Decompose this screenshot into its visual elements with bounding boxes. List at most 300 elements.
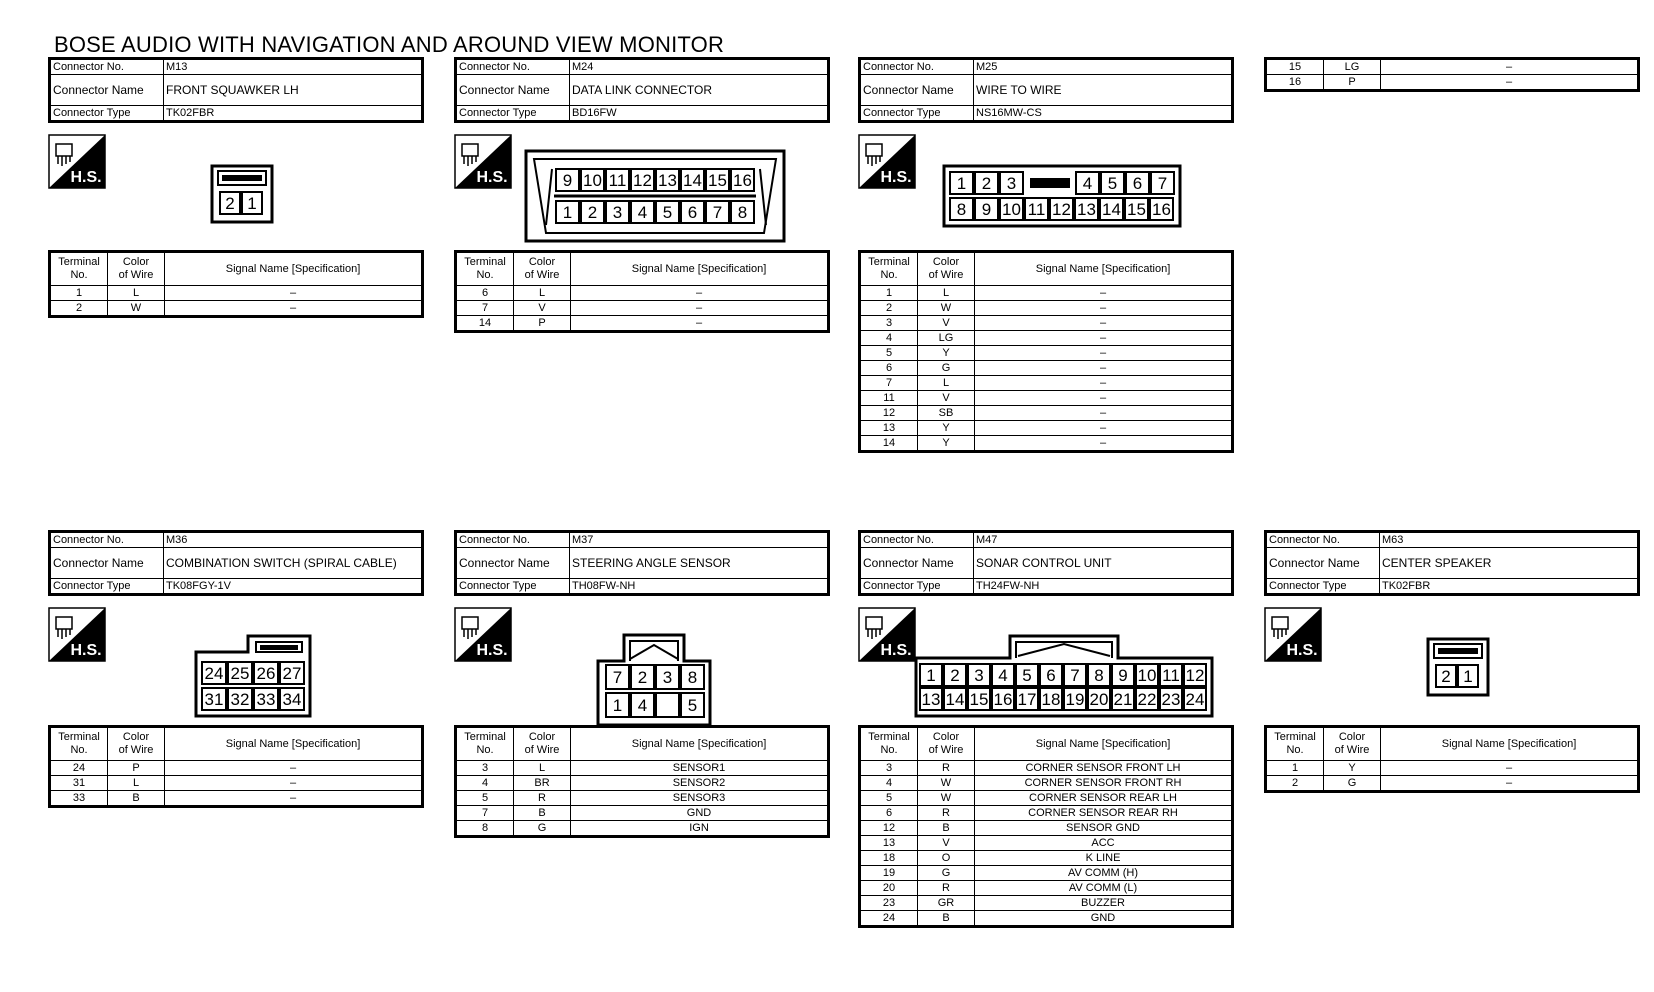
- pin-label: 12: [1052, 200, 1071, 219]
- connector-block-m25: [858, 57, 1234, 474]
- pin-label: 1: [926, 666, 936, 685]
- hs-label: H.S.: [70, 169, 102, 186]
- signal-name: SENSOR GND: [975, 821, 1233, 836]
- pin-label: 1: [956, 174, 967, 193]
- signal-name: –: [165, 776, 423, 791]
- pin-label: 5: [687, 696, 698, 715]
- pin-label: 15: [969, 690, 989, 709]
- pin-label: 13: [658, 171, 677, 190]
- connector-no-label: Connector No.: [456, 59, 570, 75]
- signal-name: SENSOR3: [571, 791, 829, 806]
- connector-info-table: [48, 530, 424, 596]
- connector-name-label: Connector Name: [50, 548, 164, 579]
- wire-color: G: [918, 866, 975, 881]
- pin-label: 16: [993, 690, 1013, 709]
- color-of-wire-header: Color of Wire: [108, 252, 165, 286]
- signal-name-header: Signal Name [Specification]: [571, 252, 829, 286]
- wire-color: W: [918, 791, 975, 806]
- table-row: [50, 776, 423, 791]
- signal-name: CORNER SENSOR REAR LH: [975, 791, 1233, 806]
- signal-name: –: [975, 346, 1233, 361]
- signal-name: GND: [975, 911, 1233, 927]
- connector-info-table: [1264, 530, 1640, 596]
- connector-type-label: Connector Type: [456, 106, 570, 122]
- pin-label: 8: [956, 200, 967, 219]
- wire-color: V: [918, 391, 975, 406]
- pin-label: 3: [974, 666, 984, 685]
- connector-no-label: Connector No.: [50, 59, 164, 75]
- terminal-no: 6: [860, 806, 918, 821]
- table-row: [456, 791, 829, 806]
- terminal-no-header: Terminal No.: [860, 727, 918, 761]
- wire-color: R: [918, 881, 975, 896]
- pin-label: 34: [282, 690, 302, 709]
- wire-color: L: [514, 761, 571, 776]
- connector-info-table: [858, 57, 1234, 123]
- terminal-no: 15: [1266, 59, 1324, 75]
- connector-block-m36: [48, 530, 424, 821]
- pin-label: 2: [950, 666, 960, 685]
- connector-info-table: [858, 530, 1234, 596]
- connector-name-label: Connector Name: [860, 548, 974, 579]
- wire-color: G: [1324, 776, 1381, 792]
- pin-label: 19: [1065, 690, 1085, 709]
- terminal-no-header: Terminal No.: [456, 727, 514, 761]
- harness-side-icon: [48, 134, 106, 189]
- connector-no-value: M63: [1380, 532, 1639, 548]
- table-row: [456, 806, 829, 821]
- connector-no-value: M25: [974, 59, 1233, 75]
- pin-label: 16: [1152, 200, 1171, 219]
- pin-label: 8: [687, 668, 698, 687]
- pin-label: 27: [282, 664, 302, 683]
- terminal-no-header: Terminal No.: [456, 252, 514, 286]
- harness-side-icon: [454, 134, 512, 189]
- hs-label: H.S.: [1286, 642, 1318, 659]
- terminal-no: 19: [860, 866, 918, 881]
- wire-color: LG: [918, 331, 975, 346]
- table-row: [50, 791, 423, 807]
- pin-label: 25: [230, 664, 250, 683]
- terminal-table: [858, 725, 1234, 928]
- pin-label: 11: [1027, 200, 1046, 219]
- table-row: [860, 361, 1233, 376]
- pin-label: 9: [1118, 666, 1128, 685]
- table-row: [860, 761, 1233, 776]
- terminal-no: 3: [860, 761, 918, 776]
- color-of-wire-header: Color of Wire: [918, 252, 975, 286]
- pin-label: 13: [921, 690, 941, 709]
- table-row: [860, 406, 1233, 421]
- table-row: [860, 316, 1233, 331]
- table-row: [456, 761, 829, 776]
- pin-label: 3: [662, 668, 673, 687]
- connector-name-label: Connector Name: [860, 75, 974, 106]
- pin-label: 6: [1132, 174, 1143, 193]
- pin-label: 1: [1463, 667, 1473, 686]
- pin-label: 15: [1127, 200, 1146, 219]
- signal-name: K LINE: [975, 851, 1233, 866]
- terminal-no: 14: [860, 436, 918, 452]
- signal-name: BUZZER: [975, 896, 1233, 911]
- table-row: [860, 851, 1233, 866]
- signal-name: –: [975, 331, 1233, 346]
- connector-block-m13: [48, 57, 424, 330]
- pin-label: 14: [945, 690, 965, 709]
- table-row: [860, 776, 1233, 791]
- signal-name: –: [975, 406, 1233, 421]
- signal-name: SENSOR1: [571, 761, 829, 776]
- connector-no-label: Connector No.: [860, 59, 974, 75]
- signal-name: –: [571, 301, 829, 316]
- connector-type-label: Connector Type: [50, 106, 164, 122]
- terminal-no: 3: [860, 316, 918, 331]
- wire-color: L: [918, 376, 975, 391]
- connector-type-label: Connector Type: [1266, 579, 1380, 595]
- terminal-table: [858, 250, 1234, 453]
- pin-label: 32: [230, 690, 250, 709]
- connector-no-value: M36: [164, 532, 423, 548]
- connector-type-label: Connector Type: [456, 579, 570, 595]
- table-row: [860, 286, 1233, 301]
- table-row: [50, 761, 423, 776]
- table-row: [860, 791, 1233, 806]
- pin-label: 24: [204, 664, 224, 683]
- signal-name: –: [975, 361, 1233, 376]
- pin-label: 11: [608, 171, 627, 190]
- connector-type-value: TH24FW-NH: [974, 579, 1233, 595]
- connector-face: [210, 164, 274, 224]
- terminal-no: 4: [860, 331, 918, 346]
- connector-type-value: NS16MW-CS: [974, 106, 1233, 122]
- signal-name-header: Signal Name [Specification]: [975, 727, 1233, 761]
- wire-color: B: [514, 806, 571, 821]
- pin-label: 4: [998, 666, 1008, 685]
- wire-color: L: [514, 286, 571, 301]
- color-of-wire-header: Color of Wire: [514, 252, 571, 286]
- pin-label: 2: [1441, 667, 1451, 686]
- terminal-no: 31: [50, 776, 108, 791]
- wire-color: G: [918, 361, 975, 376]
- wire-color: R: [918, 806, 975, 821]
- connector-no-label: Connector No.: [456, 532, 570, 548]
- pin-label: 2: [587, 203, 598, 222]
- signal-name: –: [1381, 75, 1639, 91]
- signal-name: IGN: [571, 821, 829, 837]
- wire-color: O: [918, 851, 975, 866]
- pin-label: 31: [204, 690, 224, 709]
- table-row: [860, 376, 1233, 391]
- pin-label: 4: [637, 203, 648, 222]
- terminal-no: 5: [456, 791, 514, 806]
- table-row: [456, 301, 829, 316]
- signal-name-header: Signal Name [Specification]: [165, 252, 423, 286]
- connector-face: [596, 633, 712, 727]
- table-row: [860, 836, 1233, 851]
- pin-label: 2: [637, 668, 648, 687]
- table-row: [860, 331, 1233, 346]
- connector-type-value: BD16FW: [570, 106, 829, 122]
- wire-color: GR: [918, 896, 975, 911]
- pin-label: 10: [1002, 200, 1021, 219]
- terminal-no: 14: [456, 316, 514, 332]
- terminal-no: 2: [1266, 776, 1324, 792]
- signal-name: –: [1381, 776, 1639, 792]
- terminal-no: 8: [456, 821, 514, 837]
- harness-side-icon: [858, 134, 916, 189]
- terminal-no: 2: [50, 301, 108, 317]
- signal-name: CORNER SENSOR FRONT RH: [975, 776, 1233, 791]
- signal-name: –: [165, 301, 423, 317]
- terminal-no: 7: [456, 806, 514, 821]
- connector-name-label: Connector Name: [1266, 548, 1380, 579]
- pin-label: 4: [637, 696, 648, 715]
- table-row: [860, 391, 1233, 406]
- signal-name-header: Signal Name [Specification]: [165, 727, 423, 761]
- pin-label: 7: [712, 203, 723, 222]
- wire-color: V: [918, 316, 975, 331]
- wire-color: G: [514, 821, 571, 837]
- terminal-no: 4: [860, 776, 918, 791]
- table-row: [50, 301, 423, 317]
- table-row: [1266, 776, 1639, 792]
- signal-name: –: [165, 761, 423, 776]
- pin-label: 14: [683, 171, 702, 190]
- pin-label: 26: [256, 664, 276, 683]
- table-row: [456, 286, 829, 301]
- terminal-table: [48, 250, 424, 318]
- table-row: [860, 881, 1233, 896]
- pin-label: 10: [583, 171, 602, 190]
- connector-block-m47: [858, 530, 1234, 949]
- terminal-no: 5: [860, 791, 918, 806]
- pin-label: 3: [1006, 174, 1017, 193]
- hs-label: H.S.: [476, 169, 508, 186]
- signal-name: ACC: [975, 836, 1233, 851]
- connector-name-value: WIRE TO WIRE: [974, 75, 1233, 106]
- wire-color: W: [918, 301, 975, 316]
- connector-name-label: Connector Name: [50, 75, 164, 106]
- table-row: [860, 896, 1233, 911]
- signal-name: –: [975, 301, 1233, 316]
- table-row: [860, 421, 1233, 436]
- connector-no-value: M24: [570, 59, 829, 75]
- connector-info-table: [454, 530, 830, 596]
- pin-label: 17: [1017, 690, 1037, 709]
- pin-label: 24: [1185, 690, 1205, 709]
- terminal-no-header: Terminal No.: [860, 252, 918, 286]
- connector-name-value: FRONT SQUAWKER LH: [164, 75, 423, 106]
- hs-label: H.S.: [880, 169, 912, 186]
- wire-color: LG: [1324, 59, 1381, 75]
- wire-color: B: [918, 821, 975, 836]
- color-of-wire-header: Color of Wire: [514, 727, 571, 761]
- table-row: [456, 776, 829, 791]
- pin-label: 8: [737, 203, 748, 222]
- connector-face: [942, 164, 1182, 228]
- table-row: [456, 821, 829, 837]
- pin-label: 11: [1162, 666, 1180, 685]
- connector-face: [1426, 637, 1490, 697]
- connector-face: [524, 149, 786, 243]
- harness-side-icon: [858, 607, 916, 662]
- connector-type-label: Connector Type: [50, 579, 164, 595]
- terminal-no: 13: [860, 421, 918, 436]
- pin-label: 7: [1070, 666, 1080, 685]
- connector-face: [194, 634, 312, 718]
- signal-name: SENSOR2: [571, 776, 829, 791]
- table-row: [860, 436, 1233, 452]
- terminal-no: 6: [860, 361, 918, 376]
- connector-name-value: COMBINATION SWITCH (SPIRAL CABLE): [164, 548, 423, 579]
- pin-label: 9: [562, 171, 573, 190]
- terminal-no: 1: [860, 286, 918, 301]
- connector-type-value: TK02FBR: [164, 106, 423, 122]
- pin-label: 1: [612, 696, 623, 715]
- signal-name: –: [975, 286, 1233, 301]
- wire-color: SB: [918, 406, 975, 421]
- pin-label: 22: [1137, 690, 1157, 709]
- table-row: [860, 821, 1233, 836]
- pin-label: 33: [256, 690, 276, 709]
- signal-name: CORNER SENSOR FRONT LH: [975, 761, 1233, 776]
- wire-color: Y: [918, 421, 975, 436]
- pin-label: 3: [612, 203, 623, 222]
- terminal-no: 7: [860, 376, 918, 391]
- signal-name: CORNER SENSOR REAR RH: [975, 806, 1233, 821]
- pin-label: 10: [1137, 666, 1157, 685]
- table-row: [860, 346, 1233, 361]
- color-of-wire-header: Color of Wire: [1324, 727, 1381, 761]
- pin-label: 12: [1185, 666, 1205, 685]
- wire-color: L: [108, 776, 165, 791]
- connector-no-value: M13: [164, 59, 423, 75]
- connector-name-value: SONAR CONTROL UNIT: [974, 548, 1233, 579]
- signal-name-header: Signal Name [Specification]: [1381, 727, 1639, 761]
- pin-label: 12: [633, 171, 652, 190]
- pin-label: 4: [1082, 174, 1093, 193]
- wire-color: B: [918, 911, 975, 927]
- connector-type-label: Connector Type: [860, 579, 974, 595]
- signal-name: –: [571, 316, 829, 332]
- connector-type-label: Connector Type: [860, 106, 974, 122]
- pin-label: 7: [1157, 174, 1168, 193]
- connector-no-label: Connector No.: [50, 532, 164, 548]
- harness-side-icon: [48, 607, 106, 662]
- terminal-table: [1264, 725, 1640, 793]
- table-row: [1266, 59, 1639, 75]
- signal-name: –: [165, 286, 423, 301]
- harness-side-icon: [1264, 607, 1322, 662]
- pin-empty-cell: [656, 693, 679, 717]
- wire-color: Y: [1324, 761, 1381, 776]
- signal-name: AV COMM (L): [975, 881, 1233, 896]
- signal-name: –: [975, 376, 1233, 391]
- terminal-no-header: Terminal No.: [50, 252, 108, 286]
- terminal-no: 4: [456, 776, 514, 791]
- pin-label: 13: [1077, 200, 1096, 219]
- terminal-no: 1: [1266, 761, 1324, 776]
- terminal-no: 3: [456, 761, 514, 776]
- pin-label: 6: [687, 203, 698, 222]
- terminal-no-header: Terminal No.: [1266, 727, 1324, 761]
- terminal-no: 16: [1266, 75, 1324, 91]
- terminal-no: 24: [50, 761, 108, 776]
- terminal-no: 33: [50, 791, 108, 807]
- table-row: [1266, 761, 1639, 776]
- pin-label: 2: [225, 194, 235, 213]
- pin-label: 5: [1022, 666, 1032, 685]
- pin-label: 8: [1094, 666, 1104, 685]
- terminal-no: 7: [456, 301, 514, 316]
- signal-name: –: [975, 391, 1233, 406]
- harness-side-icon: [454, 607, 512, 662]
- pin-label: 2: [981, 174, 992, 193]
- terminal-no: 18: [860, 851, 918, 866]
- signal-name: –: [975, 316, 1233, 331]
- terminal-table: [48, 725, 424, 808]
- page-title: BOSE AUDIO WITH NAVIGATION AND AROUND VIEW MONITOR: [54, 32, 725, 57]
- table-row: [860, 911, 1233, 927]
- signal-name: –: [571, 286, 829, 301]
- signal-name: –: [975, 436, 1233, 452]
- wire-color: BR: [514, 776, 571, 791]
- connector-name-label: Connector Name: [456, 75, 570, 106]
- terminal-no: 20: [860, 881, 918, 896]
- terminal-no-header: Terminal No.: [50, 727, 108, 761]
- connector-name-value: DATA LINK CONNECTOR: [570, 75, 829, 106]
- connector-no-value: M37: [570, 532, 829, 548]
- signal-name: AV COMM (H): [975, 866, 1233, 881]
- wire-color: Y: [918, 436, 975, 452]
- connector-type-value: TK08FGY-1V: [164, 579, 423, 595]
- wire-color: L: [918, 286, 975, 301]
- table-row: [50, 286, 423, 301]
- terminal-no: 23: [860, 896, 918, 911]
- signal-name: GND: [571, 806, 829, 821]
- terminal-no: 13: [860, 836, 918, 851]
- table-row: [456, 316, 829, 332]
- signal-name: –: [975, 421, 1233, 436]
- pin-label: 18: [1041, 690, 1061, 709]
- pin-label: 5: [662, 203, 673, 222]
- connector-no-label: Connector No.: [1266, 532, 1380, 548]
- pin-label: 14: [1102, 200, 1121, 219]
- terminal-no: 12: [860, 821, 918, 836]
- terminal-table: [454, 725, 830, 838]
- signal-name-header: Signal Name [Specification]: [571, 727, 829, 761]
- terminal-no: 6: [456, 286, 514, 301]
- pin-label: 21: [1113, 690, 1133, 709]
- terminal-no: 1: [50, 286, 108, 301]
- pin-label: 7: [612, 668, 623, 687]
- connector-name-label: Connector Name: [456, 548, 570, 579]
- connector-type-value: TK02FBR: [1380, 579, 1639, 595]
- signal-name-header: Signal Name [Specification]: [975, 252, 1233, 286]
- connector-block-m37: [454, 530, 830, 853]
- table-row: [860, 806, 1233, 821]
- connector-info-table: [454, 57, 830, 123]
- pin-label: 23: [1161, 690, 1181, 709]
- wire-color: P: [514, 316, 571, 332]
- connector-face: [914, 634, 1214, 718]
- pin-label: 5: [1107, 174, 1118, 193]
- color-of-wire-header: Color of Wire: [108, 727, 165, 761]
- connector-block-m24: [454, 57, 830, 346]
- wire-color: R: [514, 791, 571, 806]
- terminal-no: 24: [860, 911, 918, 927]
- pin-label: 6: [1046, 666, 1056, 685]
